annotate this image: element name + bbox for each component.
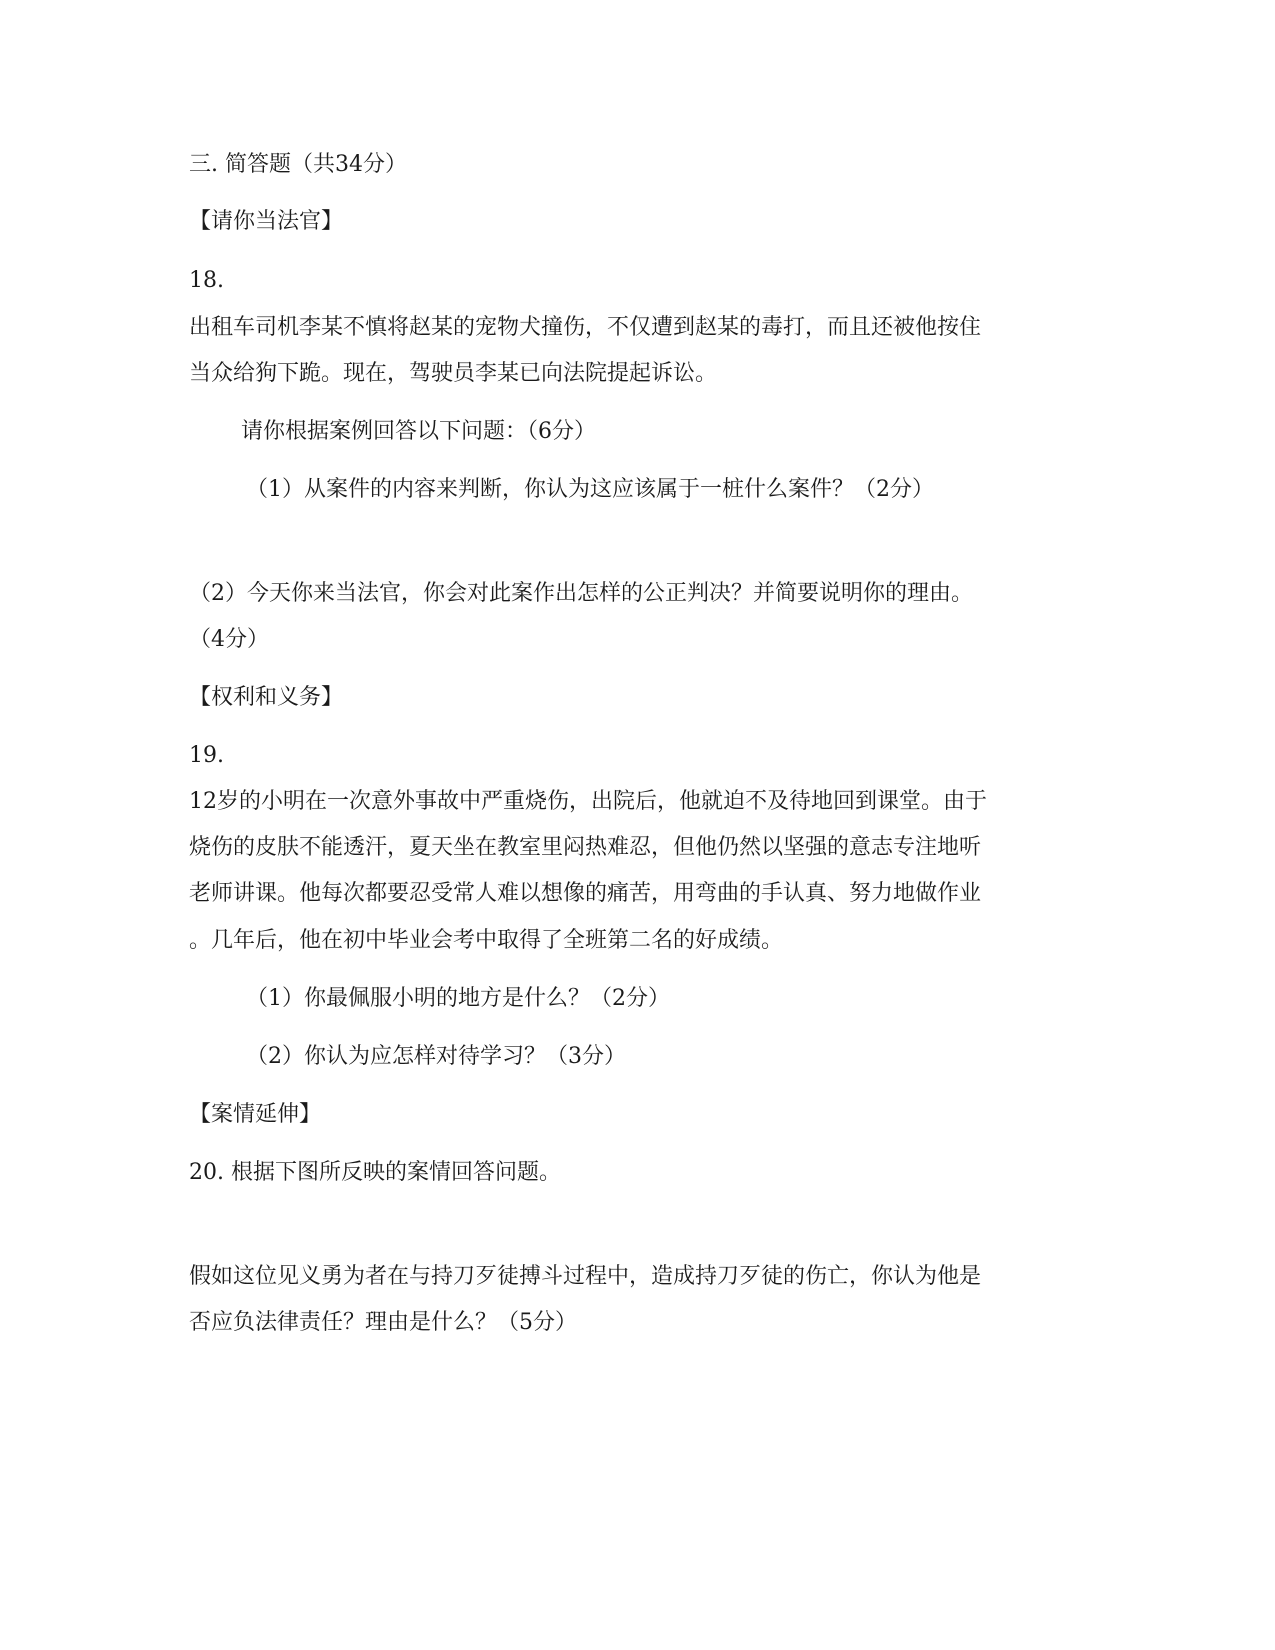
q19-sub2: （2）你认为应怎样对待学习？（3分） [246, 1044, 626, 1069]
q20-heading: 【案情延伸】 [189, 1102, 322, 1127]
q18-sub2-line2: （4分） [189, 627, 269, 652]
q19-heading: 【权利和义务】 [189, 685, 344, 710]
q20-text-line1: 假如这位见义勇为者在与持刀歹徒搏斗过程中，造成持刀歹徒的伤亡，你认为他是 [189, 1264, 982, 1289]
q19-text-line4: 。几年后，他在初中毕业会考中取得了全班第二名的好成绩。 [189, 928, 784, 953]
q18-text-line2: 当众给狗下跪。现在，驾驶员李某已向法院提起诉讼。 [189, 361, 718, 386]
q18-prompt: 请你根据案例回答以下问题：（6分） [241, 419, 596, 444]
q20-intro: 20. 根据下图所反映的案情回答问题。 [189, 1160, 561, 1185]
q19-sub1: （1）你最佩服小明的地方是什么？（2分） [246, 986, 670, 1011]
q18-sub2-line1: （2）今天你来当法官，你会对此案作出怎样的公正判决？并简要说明你的理由。 [189, 581, 973, 606]
q18-sub1: （1）从案件的内容来判断，你认为这应该属于一桩什么案件？（2分） [246, 477, 934, 502]
q19-text-line1: 12岁的小明在一次意外事故中严重烧伤，出院后，他就迫不及待地回到课堂。由于 [189, 789, 987, 814]
q19-text-line3: 老师讲课。他每次都要忍受常人难以想像的痛苦，用弯曲的手认真、努力地做作业 [189, 881, 982, 906]
q18-number: 18. [189, 268, 224, 293]
q19-text-line2: 烧伤的皮肤不能透汗，夏天坐在教室里闷热难忍，但他仍然以坚强的意志专注地听 [189, 835, 982, 860]
q18-heading: 【请你当法官】 [189, 209, 344, 234]
section-title: 三. 简答题（共34分） [189, 152, 407, 177]
q19-number: 19. [189, 743, 224, 768]
q18-text-line1: 出租车司机李某不慎将赵某的宠物犬撞伤，不仅遭到赵某的毒打，而且还被他按住 [189, 315, 982, 340]
q20-text-line2: 否应负法律责任？理由是什么？（5分） [189, 1310, 577, 1335]
